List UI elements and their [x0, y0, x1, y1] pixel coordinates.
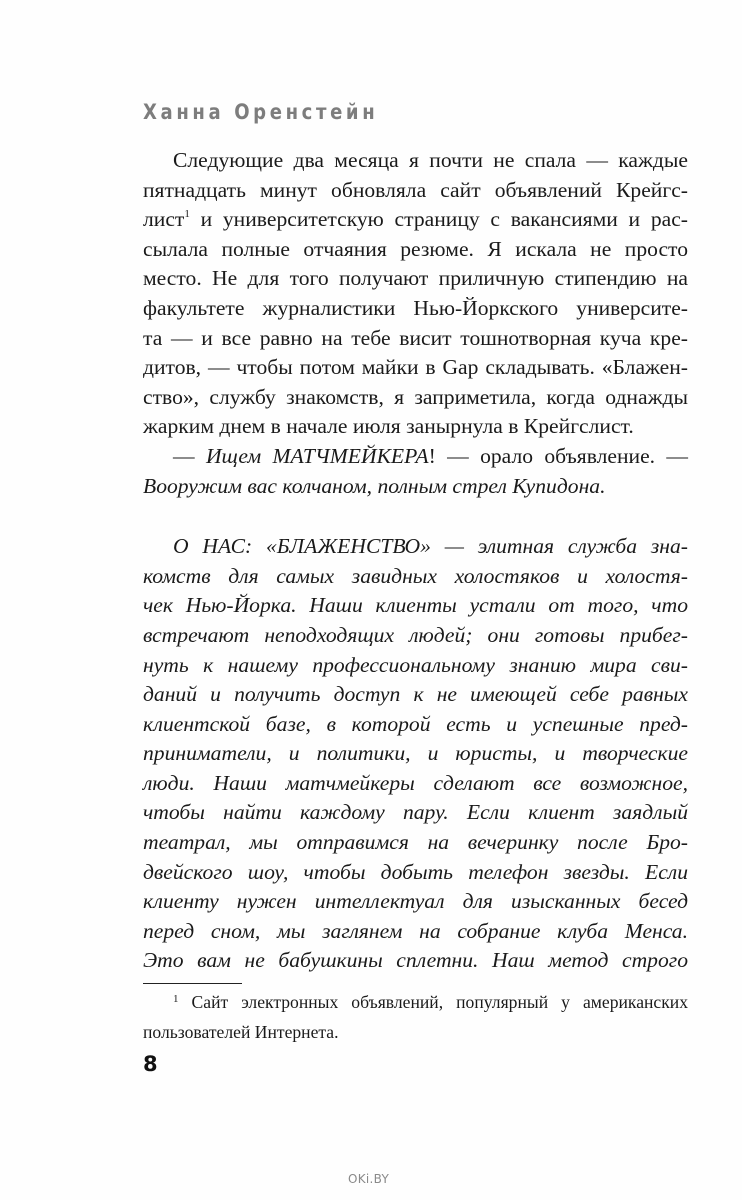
watermark: OKi.BY — [348, 1172, 390, 1186]
paragraph-gap — [143, 501, 688, 532]
text-line: место. Не для того получают приличную стипендию на — [143, 266, 688, 291]
text-line: жарким днем в начале июля занырнула в Крейгслист. — [143, 414, 634, 439]
text-line: факультете журналистики Нью-Йоркского университе- — [143, 295, 688, 320]
ad-text-line: перед сном, мы заглянем на собрание клуба Менса. — [143, 918, 688, 943]
body-text — [143, 146, 688, 976]
text-line-with-footnote — [143, 205, 688, 235]
footnote-text: Сайт электронных объявлений, популярный у американских — [191, 992, 688, 1012]
text-line: ство», службу знакомств, я заприметила, когда однажды — [143, 384, 688, 409]
ad-text-line: встречают неподходящих людей; они готовы прибег- — [143, 622, 688, 647]
ad-text-line: нуть к нашему профессиональному знанию мира сви- — [143, 652, 688, 677]
page-number: 8 — [143, 1052, 158, 1076]
ad-text-line: комств для самых завидных холостяков и холостя- — [143, 563, 688, 588]
footnote-divider — [143, 983, 242, 984]
ad-text-line: клиентской базе, в которой есть и успешные пред- — [143, 711, 688, 736]
text-line: пятнадцать минут обновляла сайт объявлений Крейгс- — [143, 177, 688, 202]
footnote-line: пользователей Интернета. — [143, 1021, 339, 1042]
ad-text-line: О НАС: «БЛАЖЕНСТВО» — элитная служба зна- — [173, 534, 688, 559]
text-fragment: лист — [143, 207, 185, 232]
text-fragment: и университетскую страницу с вакансиями и рас- — [189, 207, 688, 232]
ad-tagline: Вооружим вас колчаном, полным стрел Купидона. — [143, 473, 606, 498]
ad-text-line: двейского шоу, чтобы добыть телефон звезды. Если — [143, 859, 688, 884]
text-fragment: ! — орало объявление. — — [428, 443, 689, 468]
dialogue-line — [143, 442, 688, 472]
text-line: та — и все равно на тебе висит тошнотворная куча кре- — [143, 325, 688, 350]
ad-headline: Ищем МАТЧМЕЙКЕРА — [205, 443, 429, 468]
ad-text-line: люди. Наши матчмейкеры сделают все возможное, — [143, 770, 688, 795]
footnote-number: 1 — [173, 993, 179, 1005]
ad-text-line: театрал, мы отправимся на вечеринку после Бро- — [143, 830, 688, 855]
dash: — — [173, 443, 206, 468]
footnote-reference[interactable]: 1 — [184, 208, 190, 221]
text-line: Следующие два месяца я почти не спала — каждые — [173, 148, 688, 172]
text-line: сылала полные отчаяния резюме. Я искала не просто — [143, 236, 688, 261]
ad-text-line: даний и получить доступ к не имеющей себе равных — [143, 682, 688, 707]
ad-text-line: клиенту нужен интеллектуал для изысканных бесед — [143, 889, 688, 914]
ad-text-line: чек Нью-Йорка. Наши клиенты устали от того, что — [143, 593, 688, 618]
running-head-author: Ханна Оренстейн — [143, 100, 379, 124]
ad-text-line: Это вам не бабушкины сплетни. Наш метод строго — [143, 948, 688, 973]
footnote — [143, 990, 688, 1044]
ad-text-line: чтобы найти каждому пару. Если клиент заядлый — [143, 800, 688, 825]
footnote-line — [143, 990, 688, 1020]
ad-text-line: приниматели, и политики, и юристы, и творческие — [143, 741, 688, 766]
text-line: дитов, — чтобы потом майки в Gap складывать. «Блажен- — [143, 355, 688, 380]
